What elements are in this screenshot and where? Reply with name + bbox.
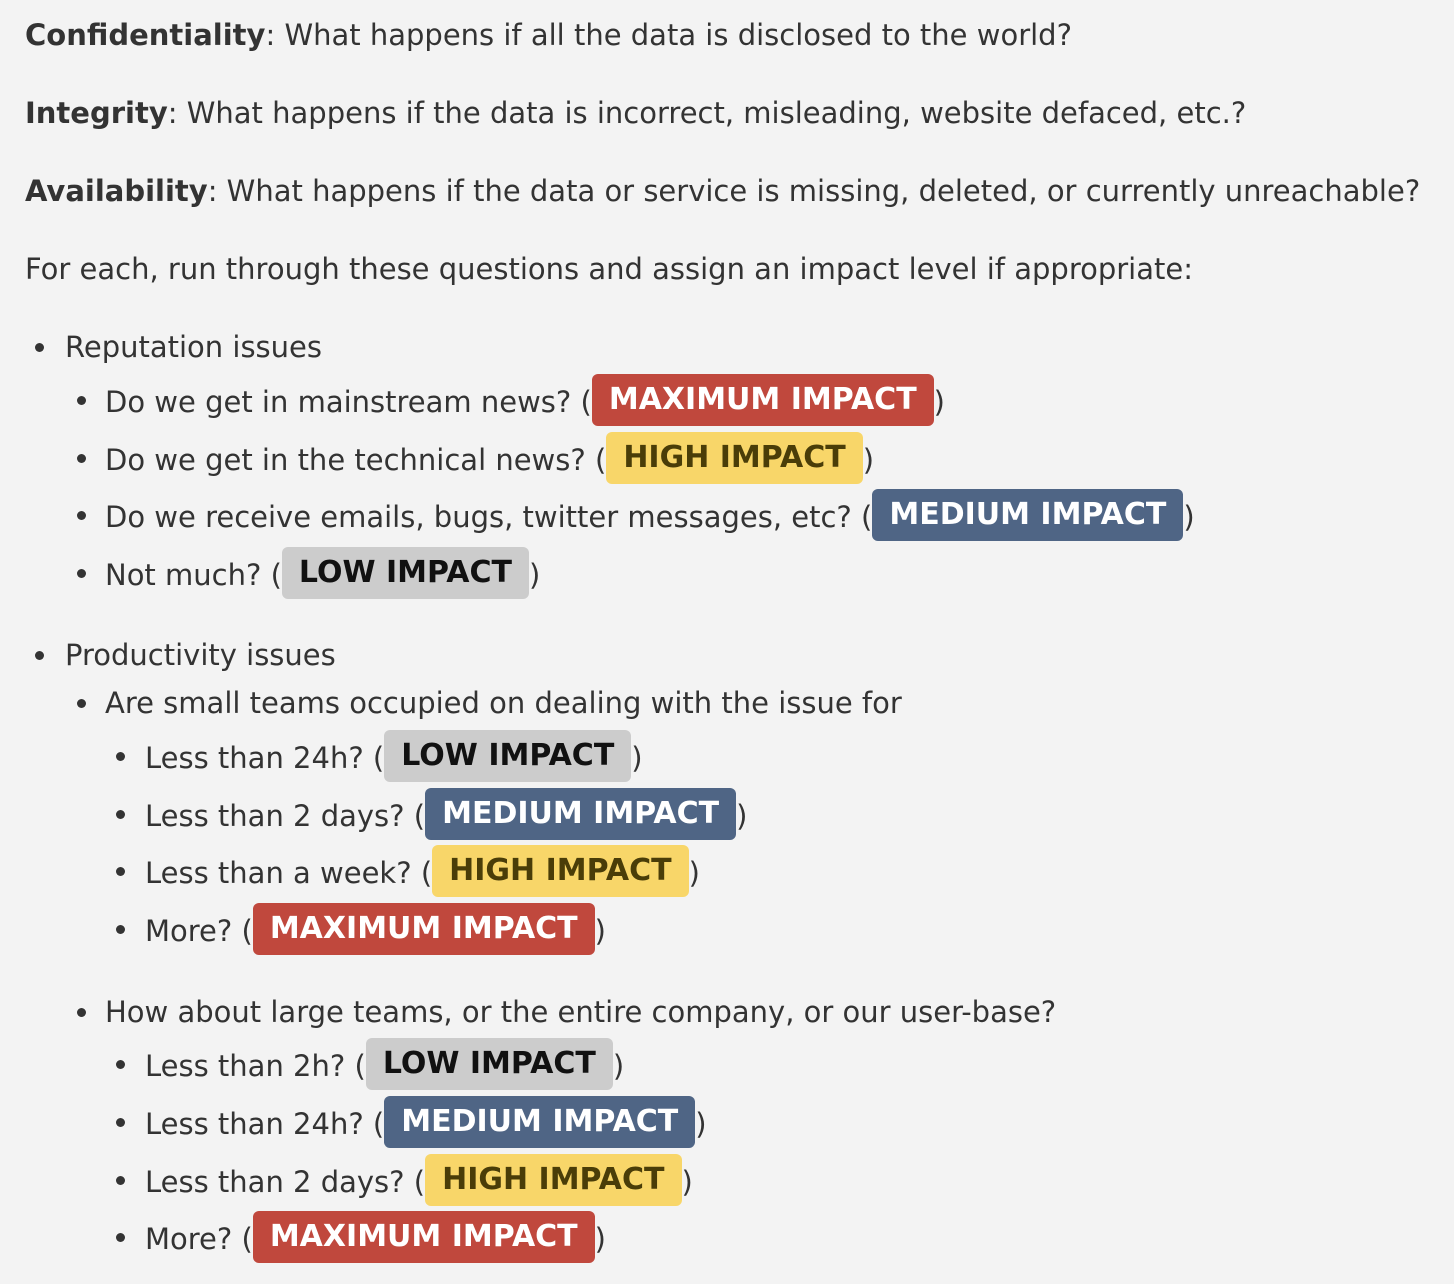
medium-impact-badge: MEDIUM IMPACT xyxy=(384,1096,695,1148)
list-item-label: Productivity issues xyxy=(65,638,336,672)
definition-text: : What happens if all the data is disclosed to the world? xyxy=(265,18,1072,52)
bullet-icon xyxy=(77,454,86,463)
list-item-reputation xyxy=(65,329,322,365)
list-item xyxy=(145,911,606,955)
close-paren: ) xyxy=(528,558,541,592)
bullet-icon xyxy=(116,1233,125,1242)
maximum-impact-badge: MAXIMUM IMPACT xyxy=(253,903,595,955)
definition-integrity xyxy=(25,95,1246,131)
bullet-icon xyxy=(77,699,86,708)
definition-text: : What happens if the data is incorrect, misleading, website defaced, etc.? xyxy=(167,96,1247,130)
medium-impact-badge: MEDIUM IMPACT xyxy=(425,788,736,840)
list-item xyxy=(145,1104,707,1148)
high-impact-badge: HIGH IMPACT xyxy=(425,1154,681,1206)
list-item-small-teams xyxy=(105,685,902,721)
list-item xyxy=(105,440,874,484)
list-item-label: Reputation issues xyxy=(65,330,322,364)
bullet-icon xyxy=(77,569,86,578)
close-paren: ) xyxy=(695,1107,707,1141)
high-impact-badge: HIGH IMPACT xyxy=(432,845,688,897)
bullet-icon xyxy=(35,651,44,660)
high-impact-badge: HIGH IMPACT xyxy=(606,432,862,484)
list-item-label: Less than 2 days? ( xyxy=(145,1165,426,1199)
list-item xyxy=(145,853,700,897)
list-item-label: Not much? ( xyxy=(105,558,282,592)
list-item xyxy=(105,497,1195,541)
close-paren: ) xyxy=(1183,500,1195,534)
list-item-label: More? ( xyxy=(145,914,253,948)
close-paren: ) xyxy=(736,799,748,833)
bullet-icon xyxy=(116,752,125,761)
bullet-icon xyxy=(77,1008,86,1017)
close-paren: ) xyxy=(862,443,875,477)
list-item-label: Are small teams occupied on dealing with the issue for xyxy=(105,686,902,720)
list-item-label: Less than a week? ( xyxy=(145,856,433,890)
list-item-productivity xyxy=(65,637,336,673)
bullet-icon xyxy=(116,1060,125,1069)
list-item-label: Less than 24h? ( xyxy=(145,741,385,775)
intro-paragraph: For each, run through these questions and assign an impact level if appropriate: xyxy=(25,252,1193,286)
bullet-icon xyxy=(35,343,44,352)
close-paren: ) xyxy=(933,385,945,419)
bullet-icon xyxy=(116,1176,125,1185)
close-paren: ) xyxy=(594,1222,606,1256)
definition-availability xyxy=(25,173,1420,209)
list-item-label: Less than 2 days? ( xyxy=(145,799,426,833)
close-paren: ) xyxy=(688,856,700,890)
bullet-icon xyxy=(116,1118,125,1127)
list-item-label: More? ( xyxy=(145,1222,253,1256)
definition-term: Confidentiality xyxy=(25,18,266,52)
definition-text: : What happens if the data or service is missing, deleted, or currently unreachable? xyxy=(207,174,1421,208)
bullet-icon xyxy=(116,867,125,876)
list-item xyxy=(145,1046,624,1090)
list-item xyxy=(145,738,643,782)
definition-term: Availability xyxy=(25,174,208,208)
list-item-label: Less than 24h? ( xyxy=(145,1107,385,1141)
maximum-impact-badge: MAXIMUM IMPACT xyxy=(253,1211,595,1263)
bullet-icon xyxy=(77,396,86,405)
close-paren: ) xyxy=(594,914,606,948)
list-item-label: Do we receive emails, bugs, twitter messages, etc? ( xyxy=(105,500,873,534)
list-item xyxy=(145,1162,693,1206)
definition-term: Integrity xyxy=(25,96,168,130)
list-item xyxy=(105,555,540,599)
definition-confidentiality xyxy=(25,17,1072,53)
list-item-label: Less than 2h? ( xyxy=(145,1049,366,1083)
list-item xyxy=(105,382,945,426)
close-paren: ) xyxy=(612,1049,625,1083)
list-item-label: How about large teams, or the entire company, or our user-base? xyxy=(105,995,1057,1029)
list-item-large-teams xyxy=(105,994,1056,1030)
close-paren: ) xyxy=(631,741,643,775)
list-item xyxy=(145,1219,606,1263)
low-impact-badge: LOW IMPACT xyxy=(384,730,631,782)
low-impact-badge: LOW IMPACT xyxy=(366,1038,613,1090)
bullet-icon xyxy=(116,810,125,819)
list-item-label: Do we get in mainstream news? ( xyxy=(105,385,592,419)
bullet-icon xyxy=(77,511,86,520)
list-item xyxy=(145,796,747,840)
medium-impact-badge: MEDIUM IMPACT xyxy=(872,489,1183,541)
low-impact-badge: LOW IMPACT xyxy=(282,547,529,599)
close-paren: ) xyxy=(681,1165,693,1199)
bullet-icon xyxy=(116,925,125,934)
maximum-impact-badge: MAXIMUM IMPACT xyxy=(592,374,934,426)
list-item-label: Do we get in the technical news? ( xyxy=(105,443,607,477)
